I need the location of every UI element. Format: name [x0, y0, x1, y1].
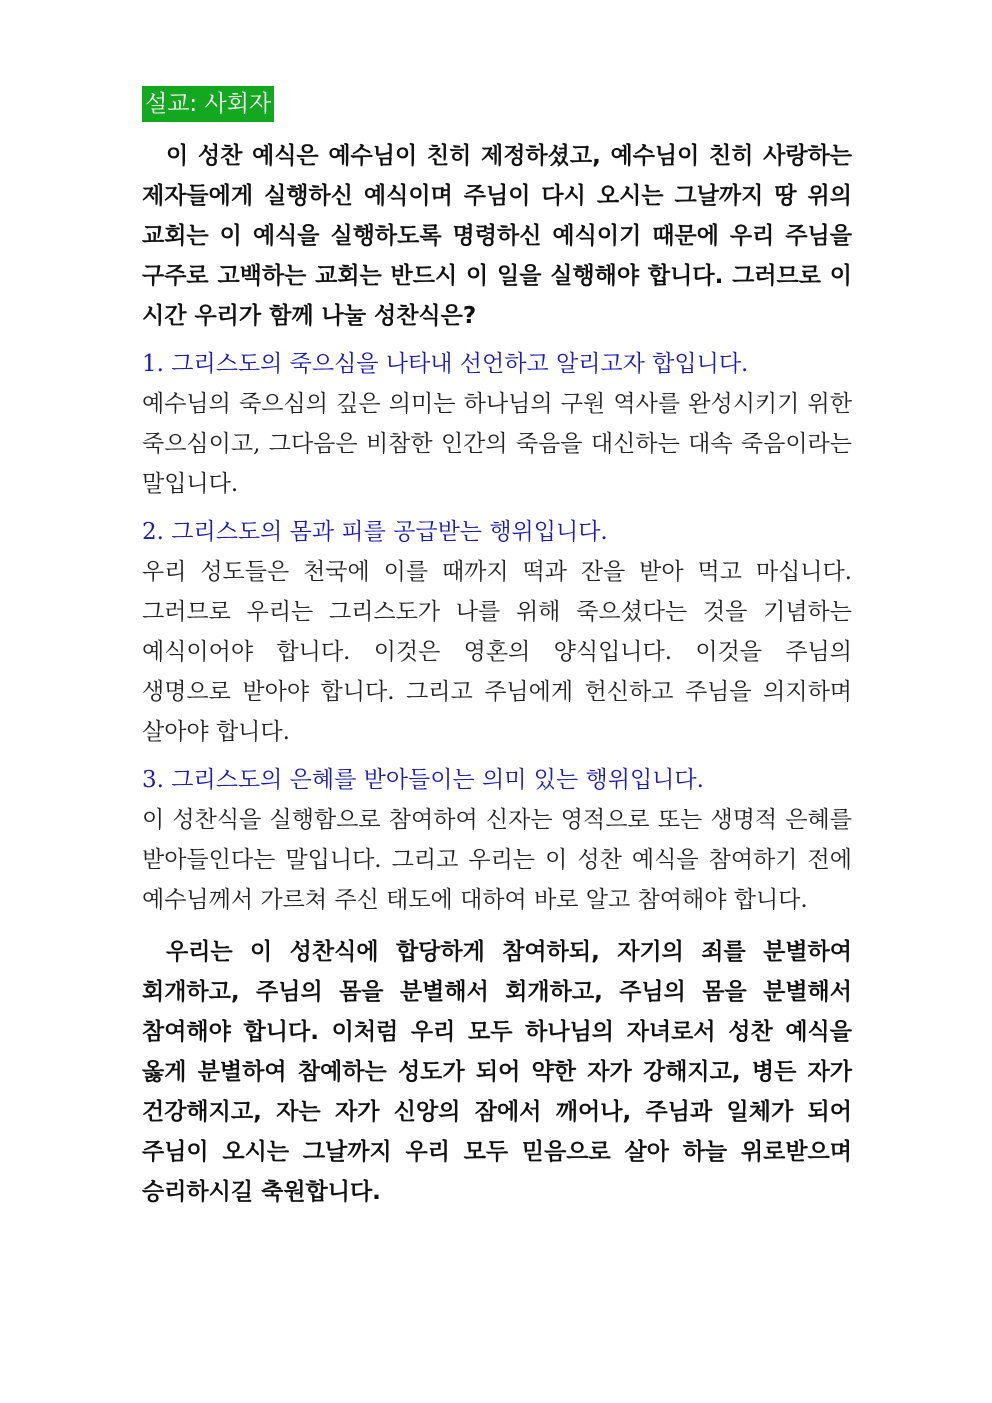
document-page [142, 86, 852, 1212]
role-label: 설교: 사회자 [142, 86, 274, 122]
point-2 [142, 512, 852, 752]
point-1 [142, 344, 852, 504]
point-heading: 3. 그리스도의 은혜를 받아들이는 의미 있는 행위입니다. [142, 767, 704, 793]
point-heading: 1. 그리스도의 죽으심을 나타내 선언하고 알리고자 합입니다. [142, 351, 749, 377]
closing-paragraph: 우리는 이 성찬식에 합당하게 참여하되, 자기의 죄를 분별하여 회개하고, 주님의 몸을 분별해서 회개하고, 주님의 몸을 분별해서 참여해야 합니다. 이처럼 우리 모두 하나님의 자녀로서 성찬 예식을 옳게 분별하여 참예하는 성도가 되어 약한 자가 강해지고, 병든 자가 건강해지고, 자는 자가 신앙의 잠에서 깨어나, 주님과 일체가 되어 주님이 오시는 그날까지 우리 모두 믿음으로 살아 하늘 위로받으며 승리하시길 축원합니다. [142, 939, 852, 1205]
point-body: 이 성찬식을 실행함으로 참여하여 신자는 영적으로 또는 생명적 은혜를 받아들인다는 말입니다. 그리고 우리는 이 성찬 예식을 참여하기 전에 예수님께서 가르쳐 주신 태도에 대하여 바로 알고 참여해야 합니다. [142, 807, 852, 913]
point-body: 예수님의 죽으심의 깊은 의미는 하나님의 구원 역사를 완성시키기 위한 죽으심이고, 그다음은 비참한 인간의 죽음을 대신하는 대속 죽음이라는 말입니다. [142, 391, 852, 497]
point-heading: 2. 그리스도의 몸과 피를 공급받는 행위입니다. [142, 519, 608, 545]
point-body: 우리 성도들은 천국에 이를 때까지 떡과 잔을 받아 먹고 마십니다. 그러므로 우리는 그리스도가 나를 위해 죽으셨다는 것을 기념하는 예식이어야 합니다. 이것은 영혼의 양식입니다. 이것을 주님의 생명으로 받아야 합니다. 그리고 주님에게 헌신하고 주님을 의지하며 살아야 합니다. [142, 559, 852, 745]
intro-paragraph: 이 성찬 예식은 예수님이 친히 제정하셨고, 예수님이 친히 사랑하는 제자들에게 실행하신 예식이며 주님이 다시 오시는 그날까지 땅 위의 교회는 이 예식을 실행하도록 명령하신 예식이기 때문에 우리 주님을 구주로 고백하는 교회는 반드시 이 일을 실행해야 합니다. 그러므로 이 시간 우리가 함께 나눌 성찬식은? [142, 143, 852, 329]
point-3 [142, 760, 852, 920]
